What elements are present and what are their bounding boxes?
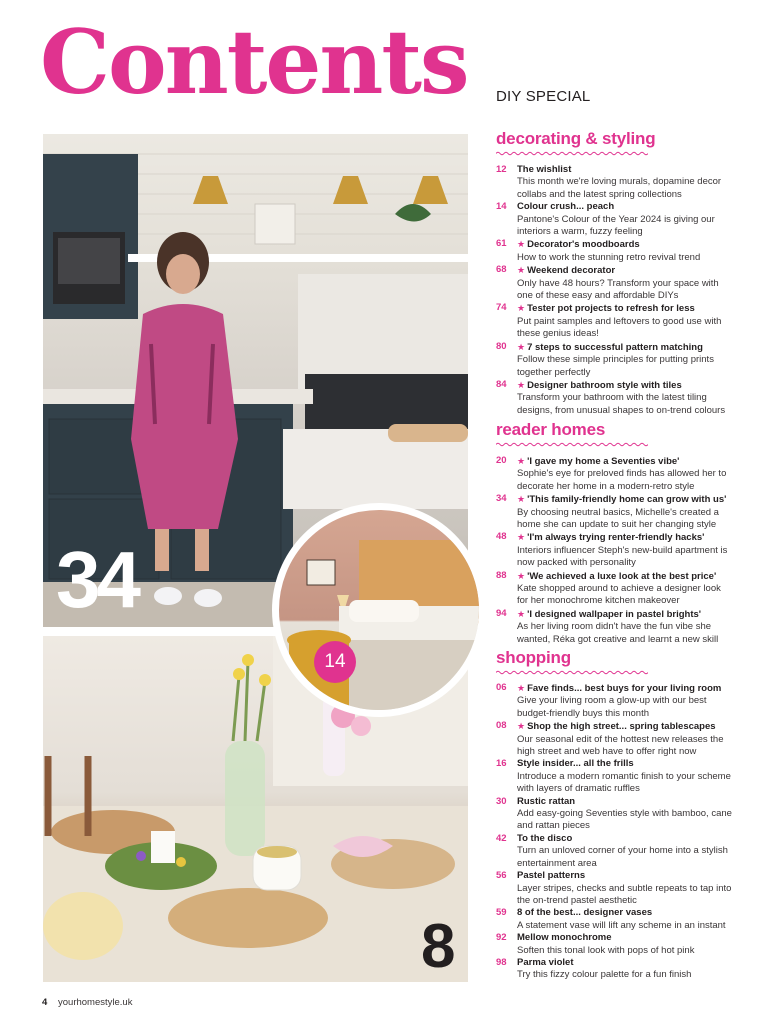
list-item[interactable]: 92 Mellow monochrome Soften this tonal look with pops of hot pink <box>496 932 695 956</box>
star-icon: ★ <box>517 379 526 390</box>
star-icon: ★ <box>517 456 526 466</box>
bedroom-circle-photo <box>272 503 486 717</box>
folio-page-number: 4 <box>42 997 48 1008</box>
list-item[interactable]: 48 ★ 'I'm always trying renter-friendly hacks' Interiors influencer Steph's new-build apartment is now packed with personality <box>496 531 728 569</box>
list-item[interactable]: 16 Style insider... all the frills Introduce a modern romantic finish to your scheme with layers of dramatic ruffles <box>496 758 731 795</box>
star-icon: ★ <box>517 341 526 352</box>
edition-label: DIY SPECIAL <box>496 88 591 105</box>
section-heading-reader-homes: reader homes <box>496 420 606 439</box>
wavy-underline-icon <box>496 151 648 156</box>
star-icon: ★ <box>517 265 526 276</box>
wavy-underline-icon <box>496 442 648 447</box>
bedroom-page-badge: 14 <box>314 641 356 683</box>
star-icon: ★ <box>517 303 526 314</box>
list-item[interactable]: 59 8 of the best... designer vases A statement vase will lift any scheme in an instant <box>496 907 726 931</box>
kitchen-page-number: 34 <box>56 535 137 624</box>
list-item[interactable]: 06 ★ Fave finds... best buys for your living room Give your living room a glow-up with our best budget-friendly buys this month <box>496 682 722 719</box>
list-item[interactable]: 42 To the disco Turn an unloved corner of your home into a stylish entertainment area <box>496 832 728 869</box>
list-item[interactable]: 14 Colour crush... peach Pantone's Colour of the Year 2024 is giving our interiors a warm, fuzzy feeling <box>496 201 715 238</box>
section-heading-shopping: shopping <box>496 648 571 667</box>
list-item[interactable]: 20 ★ 'I gave my home a Seventies vibe' Sophie's eye for preloved finds has allowed her to decorate her home in a modern-retro style <box>496 455 727 492</box>
list-item[interactable]: 84 ★ Designer bathroom style with tiles Transform your bathroom with the latest tiling designs, from unusual shapes to on-trend colours <box>496 378 726 416</box>
bedroom-illustration <box>279 510 479 710</box>
reader-homes-entries <box>496 455 732 646</box>
wavy-underline-icon <box>496 670 648 675</box>
website-link[interactable]: yourhomestyle.uk <box>58 997 133 1008</box>
section-heading-decorating: decorating & styling <box>496 129 656 148</box>
list-item[interactable]: 98 Parma violet Try this fizzy colour palette for a fun finish <box>496 956 692 981</box>
shopping-entries <box>496 682 732 982</box>
list-item[interactable]: 56 Pastel patterns Layer stripes, checks and subtle repeats to tap into the on-trend pastel aesthetic <box>496 870 732 906</box>
star-icon: ★ <box>517 683 526 693</box>
star-icon: ★ <box>517 494 526 505</box>
list-item[interactable]: 61 ★ Decorator's moodboards How to work the stunning retro revival trend <box>496 238 701 263</box>
list-item[interactable]: 12 The wishlist This month we're loving murals, dopamine decor collabs and the latest spring collections <box>496 164 722 200</box>
list-item[interactable]: 30 Rustic rattan Add easy-going Seventies style with bamboo, cane and rattan pieces <box>496 795 732 832</box>
page-title: Contents <box>40 10 468 114</box>
decorating-entries <box>496 164 732 417</box>
list-item[interactable]: 88 ★ 'We achieved a luxe look at the best price' Kate shopped around to achieve a designer look for her monochrome kitchen makeover <box>496 569 721 607</box>
list-item[interactable]: 68 ★ Weekend decorator Only have 48 hours? Transform your space with one of these easy and affordable DIYs <box>496 264 719 302</box>
list-item[interactable]: 94 ★ 'I designed wallpaper in pastel brights' As her living room didn't have the fun vibe she wanted, Réka got creative and learnt a new skill <box>496 607 719 645</box>
list-item[interactable]: 08 ★ Shop the high street... spring tablescapes Our seasonal edit of the hottest new releases the high street and web have to offer right now <box>496 720 724 758</box>
star-icon: ★ <box>517 570 526 581</box>
star-icon: ★ <box>517 239 526 250</box>
list-item[interactable]: 34 ★ 'This family-friendly home can grow with us' By choosing neutral basics, Michelle's created a home she can update to suit her changing style <box>496 493 727 531</box>
list-item[interactable]: 74 ★ Tester pot projects to refresh for less Put paint samples and leftovers to good use with these genius ideas! <box>496 302 722 340</box>
star-icon: ★ <box>517 721 526 732</box>
list-item[interactable]: 80 ★ 7 steps to successful pattern matching Follow these simple principles for putting prints together perfectly <box>496 340 714 378</box>
star-icon: ★ <box>517 532 526 543</box>
star-icon: ★ <box>517 608 526 619</box>
tablescape-page-number: 8 <box>421 912 456 981</box>
